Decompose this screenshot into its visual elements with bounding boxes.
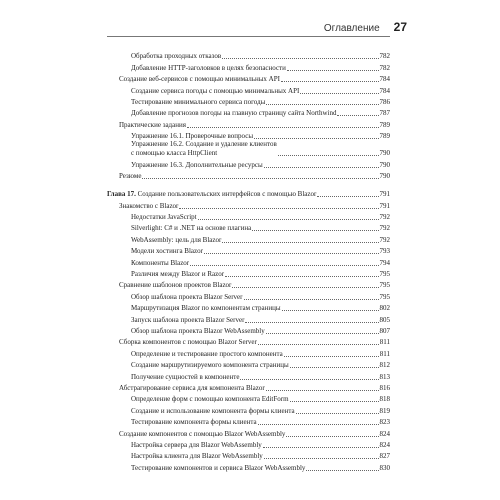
toc-entry-label [131,418,257,427]
toc-entry-title: Обзор шаблона проекта Blazor WebAssembly [131,326,265,335]
toc-entry-label [131,316,244,325]
toc-entry-title: Недостатки JavaScript [131,213,197,222]
dot-leader [264,167,379,168]
dot-leader [204,253,379,254]
toc-page-number: 823 [379,418,390,427]
toc-page-number: 830 [379,463,390,472]
toc-entry-title: Сборка компонентов с помощью Blazor Server [119,338,257,347]
toc-entry-label [131,109,336,118]
toc-entry [107,73,390,84]
toc-entry [107,61,390,72]
toc-entry [107,336,390,347]
toc-page-number: 790 [379,171,390,180]
toc-page-number: 790 [379,149,390,158]
dot-leader [179,208,378,209]
toc-entry [107,233,390,244]
toc-page-number: 813 [379,372,390,381]
toc-entry [107,450,390,461]
toc-entry-title: Компоненты Blazor [131,258,190,267]
toc-entry-title: Тестирование компонента формы клиента [131,418,257,427]
toc-entry [107,222,390,233]
dot-leader [296,413,379,414]
dot-leader [290,401,379,402]
toc-entry-title: Сравнение шаблонов проектов Blazor [119,281,232,290]
toc-entry-title: Упражнение 16.3. Дополнительные ресурсы [131,160,263,169]
toc-entry [107,50,390,61]
toc-entry-title: Создание компонентов с помощью Blazor WebAssembly [119,429,286,438]
dot-leader [306,470,378,471]
dot-leader [263,447,379,448]
dot-leader [290,367,379,368]
toc-page-number: 794 [379,258,390,267]
toc-entry-title: Определение и тестирование простого компонента [131,349,283,358]
toc-entry-label [131,293,243,302]
toc-entry [107,256,390,267]
toc-entry [107,268,390,279]
toc-entry-label [119,121,186,130]
dot-leader [198,219,379,220]
toc-page-number: 786 [379,97,390,106]
toc-entry [107,107,390,118]
chapter-number: Глава 17. [107,190,136,199]
toc-page-number: 787 [379,109,390,118]
toc-entry-title: Обзор шаблона проекта Blazor Server [131,292,243,301]
dot-leader [254,138,378,139]
dot-leader [287,70,379,71]
toc-entry-label [131,87,299,96]
toc-entry-title: Создание веб-сервисов с помощью минимальных API [119,75,280,84]
toc-entry-title: Модели хостинга Blazor [131,247,203,256]
dot-leader [278,155,379,156]
dot-leader [245,322,378,323]
toc-entry-label [131,236,221,245]
dot-leader [266,333,379,334]
toc-page-number: 818 [379,395,390,404]
toc-entry [107,325,390,336]
dot-leader [244,299,379,300]
toc-entry-label [119,338,257,347]
toc-page-number: 784 [379,86,390,95]
dot-leader [281,81,379,82]
toc-entry-title: Упражнение 16.1. Проверочные вопросы [131,132,254,141]
toc-page-number: 789 [379,132,390,141]
toc-entry-label [131,350,283,359]
toc-entry-label [131,224,251,233]
toc-entry-label [131,304,281,313]
toc-entry-label [131,407,295,416]
toc-entry-title: Упражнение 16.2. Создание и удаление клиентов [131,140,277,149]
toc-entry-title: Обработка проходных отказов [131,52,222,61]
toc-page-number: 816 [379,383,390,392]
toc-entry-title-continued: с помощью класса HttpClient [131,149,218,158]
toc-page-number: 824 [379,440,390,449]
toc-entry [107,245,390,256]
toc-entry-title: Тестирование компонентов и сервиса Blazor WebAssembly [131,463,306,472]
toc-entry [107,199,390,210]
toc-entry-title: WebAssembly: цель для Blazor [131,235,222,244]
toc-entry-title: Добавление прогнозов погоды на главную страницу сайта Northwind [131,109,337,118]
toc-page-number: 784 [379,75,390,84]
toc-entry-label [131,213,197,222]
dot-leader [282,310,379,311]
toc-page-number: 827 [379,452,390,461]
toc-page-number: 793 [379,247,390,256]
toc-page-number: 795 [379,281,390,290]
toc-page-number: 792 [379,224,390,233]
running-head-title: Оглавление [323,23,380,34]
toc-page-number: 812 [379,361,390,370]
toc-entry-label [131,270,224,279]
dot-leader [142,178,378,179]
dot-leader [286,436,378,437]
dot-leader [300,93,378,94]
toc-entry [107,370,390,381]
toc-entry [107,313,390,324]
toc-entry-title: Практические задания [119,120,186,129]
dot-leader [258,424,379,425]
toc-page-number: 802 [379,304,390,313]
toc-entry [107,302,390,313]
dot-leader [258,344,379,345]
toc-entry [107,170,390,181]
dot-leader [284,356,379,357]
toc-entry [107,439,390,450]
toc-page-number: 782 [379,63,390,72]
toc-entry-title: Знакомство с Blazor [119,201,179,210]
toc-page-number: 792 [379,213,390,222]
toc-entry [107,347,390,358]
toc-entry [107,141,390,158]
toc-entry-title: Абстрагирование сервиса для компонента Blazor [119,383,265,392]
toc-entry-title: Создание маршрутизируемого компонента страницы [131,361,289,370]
toc-entry-title: Различия между Blazor и Razor [131,270,225,279]
toc-entry-label [119,281,231,290]
dot-leader [252,230,378,231]
toc-entry-label [131,259,189,268]
toc-page-number: 811 [379,338,390,347]
toc-entry [107,416,390,427]
dot-leader [240,379,378,380]
toc-entry-label [131,140,277,158]
toc-page-number: 791 [379,201,390,210]
toc-page-number: 824 [379,429,390,438]
toc-entry-label [107,190,316,199]
toc-entry [107,84,390,95]
toc-page-number: 790 [379,160,390,169]
dot-leader [225,276,378,277]
dot-leader [190,265,378,266]
toc-entry [107,359,390,370]
dot-leader [337,115,378,116]
toc-page-number: 792 [379,235,390,244]
toc-entry-label [119,430,285,439]
toc-page-number: 782 [379,52,390,61]
toc-entry [107,404,390,415]
dot-leader [317,196,378,197]
toc-entry-title: Создание сервиса погоды с помощью минимальных API [131,86,300,95]
toc-page-number: 789 [379,120,390,129]
dot-leader [222,58,378,59]
toc-entry-title: Получение сущностей в компоненте [131,372,240,381]
toc-entry-label [131,373,239,382]
toc-entry [107,427,390,438]
toc-entry-title: Определение форм с помощью компонента EditForm [131,395,289,404]
toc-entry-label [131,327,265,336]
dot-leader [266,104,378,105]
toc-page-number: 791 [379,190,390,199]
toc-entry [107,118,390,129]
toc-entry [107,290,390,301]
toc-entry [107,211,390,222]
toc-entry-label [131,452,263,461]
toc-entry [107,382,390,393]
toc-entry-label [131,247,203,256]
toc-entry-title: Настройка сервера для Blazor WebAssembly [131,440,262,449]
toc-entry [107,279,390,290]
toc-page-number: 807 [379,326,390,335]
toc-page-number: 811 [379,349,390,358]
toc-entry-title: Настройка клиента для Blazor WebAssembly [131,452,263,461]
toc-entry-label [119,75,280,84]
running-head [324,20,407,34]
page-number: 27 [393,20,407,34]
toc-entry-label [131,98,265,107]
toc-entry-title: Создание и использование компонента формы клиента [131,406,295,415]
toc-entry-label [119,202,178,211]
toc-entry-title: Создание пользовательских интерфейсов с помощью Blazor [137,190,317,199]
toc-page-number: 795 [379,292,390,301]
toc-entry-label [131,64,286,73]
toc-entry [107,461,390,472]
toc-entry-title: Добавление HTTP-заголовков в целях безопасности [131,63,286,72]
toc-page-number: 819 [379,406,390,415]
toc-entry-label [131,52,221,61]
table-of-contents [107,50,390,473]
header-rule [107,36,390,37]
toc-entry [107,158,390,169]
toc-entry-title: Silverlight: C# и .NET на основе плагина [131,224,252,233]
dot-leader [222,242,378,243]
toc-chapter-entry [107,188,390,199]
toc-entry [107,393,390,404]
dot-leader [187,127,379,128]
toc-entry-label [119,172,141,181]
toc-entry [107,96,390,107]
dot-leader [264,458,379,459]
toc-page-number: 805 [379,315,390,324]
toc-page-number: 795 [379,270,390,279]
toc-entry-label [131,361,289,370]
toc-entry-label [131,464,305,473]
toc-entry-label [131,395,289,404]
toc-entry-title: Запуск шаблона проекта Blazor Server [131,315,245,324]
toc-entry-title: Маршрутизация Blazor по компонентам страницы [131,304,281,313]
dot-leader [232,287,378,288]
toc-entry-label [131,161,263,170]
toc-entry-label [131,441,262,450]
toc-entry-label [119,384,265,393]
toc-entry-title: Тестирование минимального сервиса погоды [131,97,266,106]
dot-leader [266,390,379,391]
toc-entry-title: Резюме [119,171,142,180]
